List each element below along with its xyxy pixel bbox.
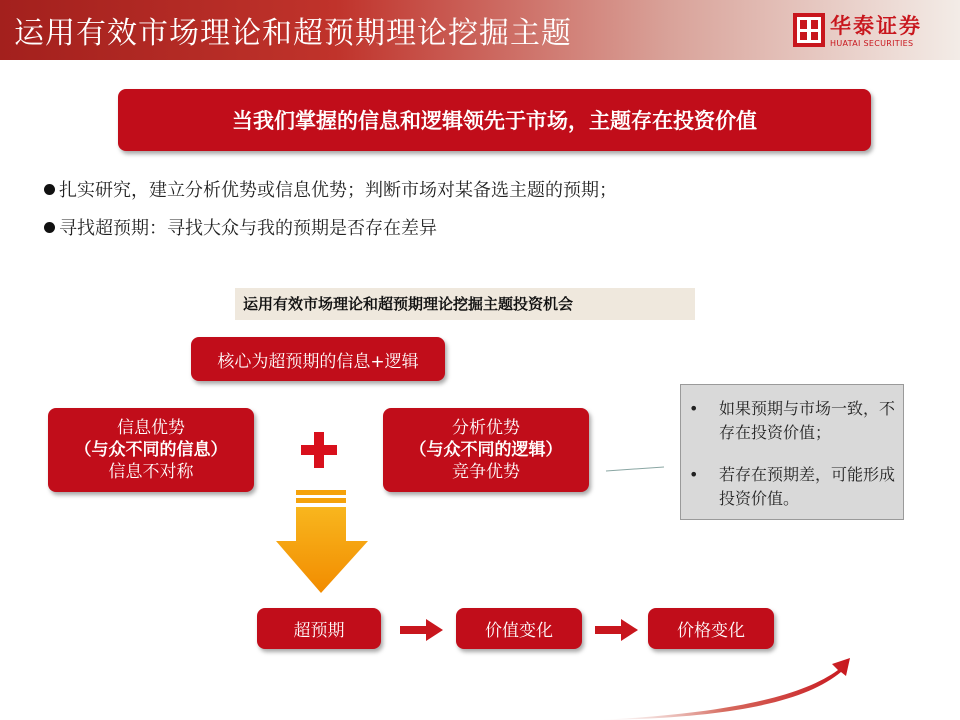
info-box-line2: （与众不同的信息） (74, 440, 228, 460)
analysis-advantage-box (383, 408, 589, 492)
note-item (689, 463, 899, 515)
huatai-logo-icon (792, 12, 826, 48)
right-arrow-icon (400, 618, 444, 642)
key-message-banner (118, 89, 871, 151)
note-bullet-icon: • (689, 399, 699, 418)
plus-icon-bar (301, 445, 337, 455)
logo-text-cn: 华泰证券 (830, 14, 922, 38)
banner-text: 当我们掌握的信息和逻辑领先于市场，主题存在投资价值 (232, 109, 757, 133)
diagram-subtitle-box (235, 288, 695, 320)
bullet-dot-icon (44, 184, 55, 195)
analysis-box-line2: （与众不同的逻辑） (409, 440, 563, 460)
analysis-box-line3: 竞争优势 (452, 462, 520, 482)
bullet-item (44, 214, 437, 240)
flow-text: 价值变化 (485, 621, 553, 641)
bullet-item (44, 176, 617, 202)
slide-title: 运用有效市场理论和超预期理论挖掘主题 (14, 16, 572, 51)
bullet-dot-icon (44, 222, 55, 233)
decorative-swoosh-icon (600, 650, 960, 720)
note-box (680, 384, 904, 520)
core-box (191, 337, 445, 381)
flow-box-price-change (648, 608, 774, 649)
note-bullet-icon: • (689, 465, 699, 484)
info-box-line1: 信息优势 (117, 418, 185, 438)
analysis-box-line1: 分析优势 (452, 418, 520, 438)
flow-text: 超预期 (293, 621, 345, 641)
info-advantage-box (48, 408, 254, 492)
info-box-line3: 信息不对称 (108, 462, 194, 482)
bullet-text: 寻找超预期：寻找大众与我的预期是否存在差异 (59, 218, 437, 239)
note-text: 如果预期与市场一致，不存在投资价值； (719, 399, 896, 442)
note-connector-line (600, 460, 670, 476)
note-item (689, 397, 899, 469)
diagram-subtitle: 运用有效市场理论和超预期理论挖掘主题投资机会 (243, 295, 574, 313)
right-arrow-icon (595, 618, 639, 642)
note-text: 若存在预期差，可能形成投资价值。 (719, 465, 896, 508)
flow-box-exceed-expectation (257, 608, 381, 649)
down-arrow-icon (274, 489, 370, 595)
logo-text-en: HUATAI SECURITIES (830, 39, 914, 48)
flow-text: 价格变化 (677, 621, 745, 641)
flow-box-value-change (456, 608, 582, 649)
bullet-text: 扎实研究，建立分析优势或信息优势；判断市场对某备选主题的预期； (59, 180, 617, 201)
core-text: 核心为超预期的信息+逻辑 (217, 351, 419, 372)
company-logo (792, 8, 942, 54)
